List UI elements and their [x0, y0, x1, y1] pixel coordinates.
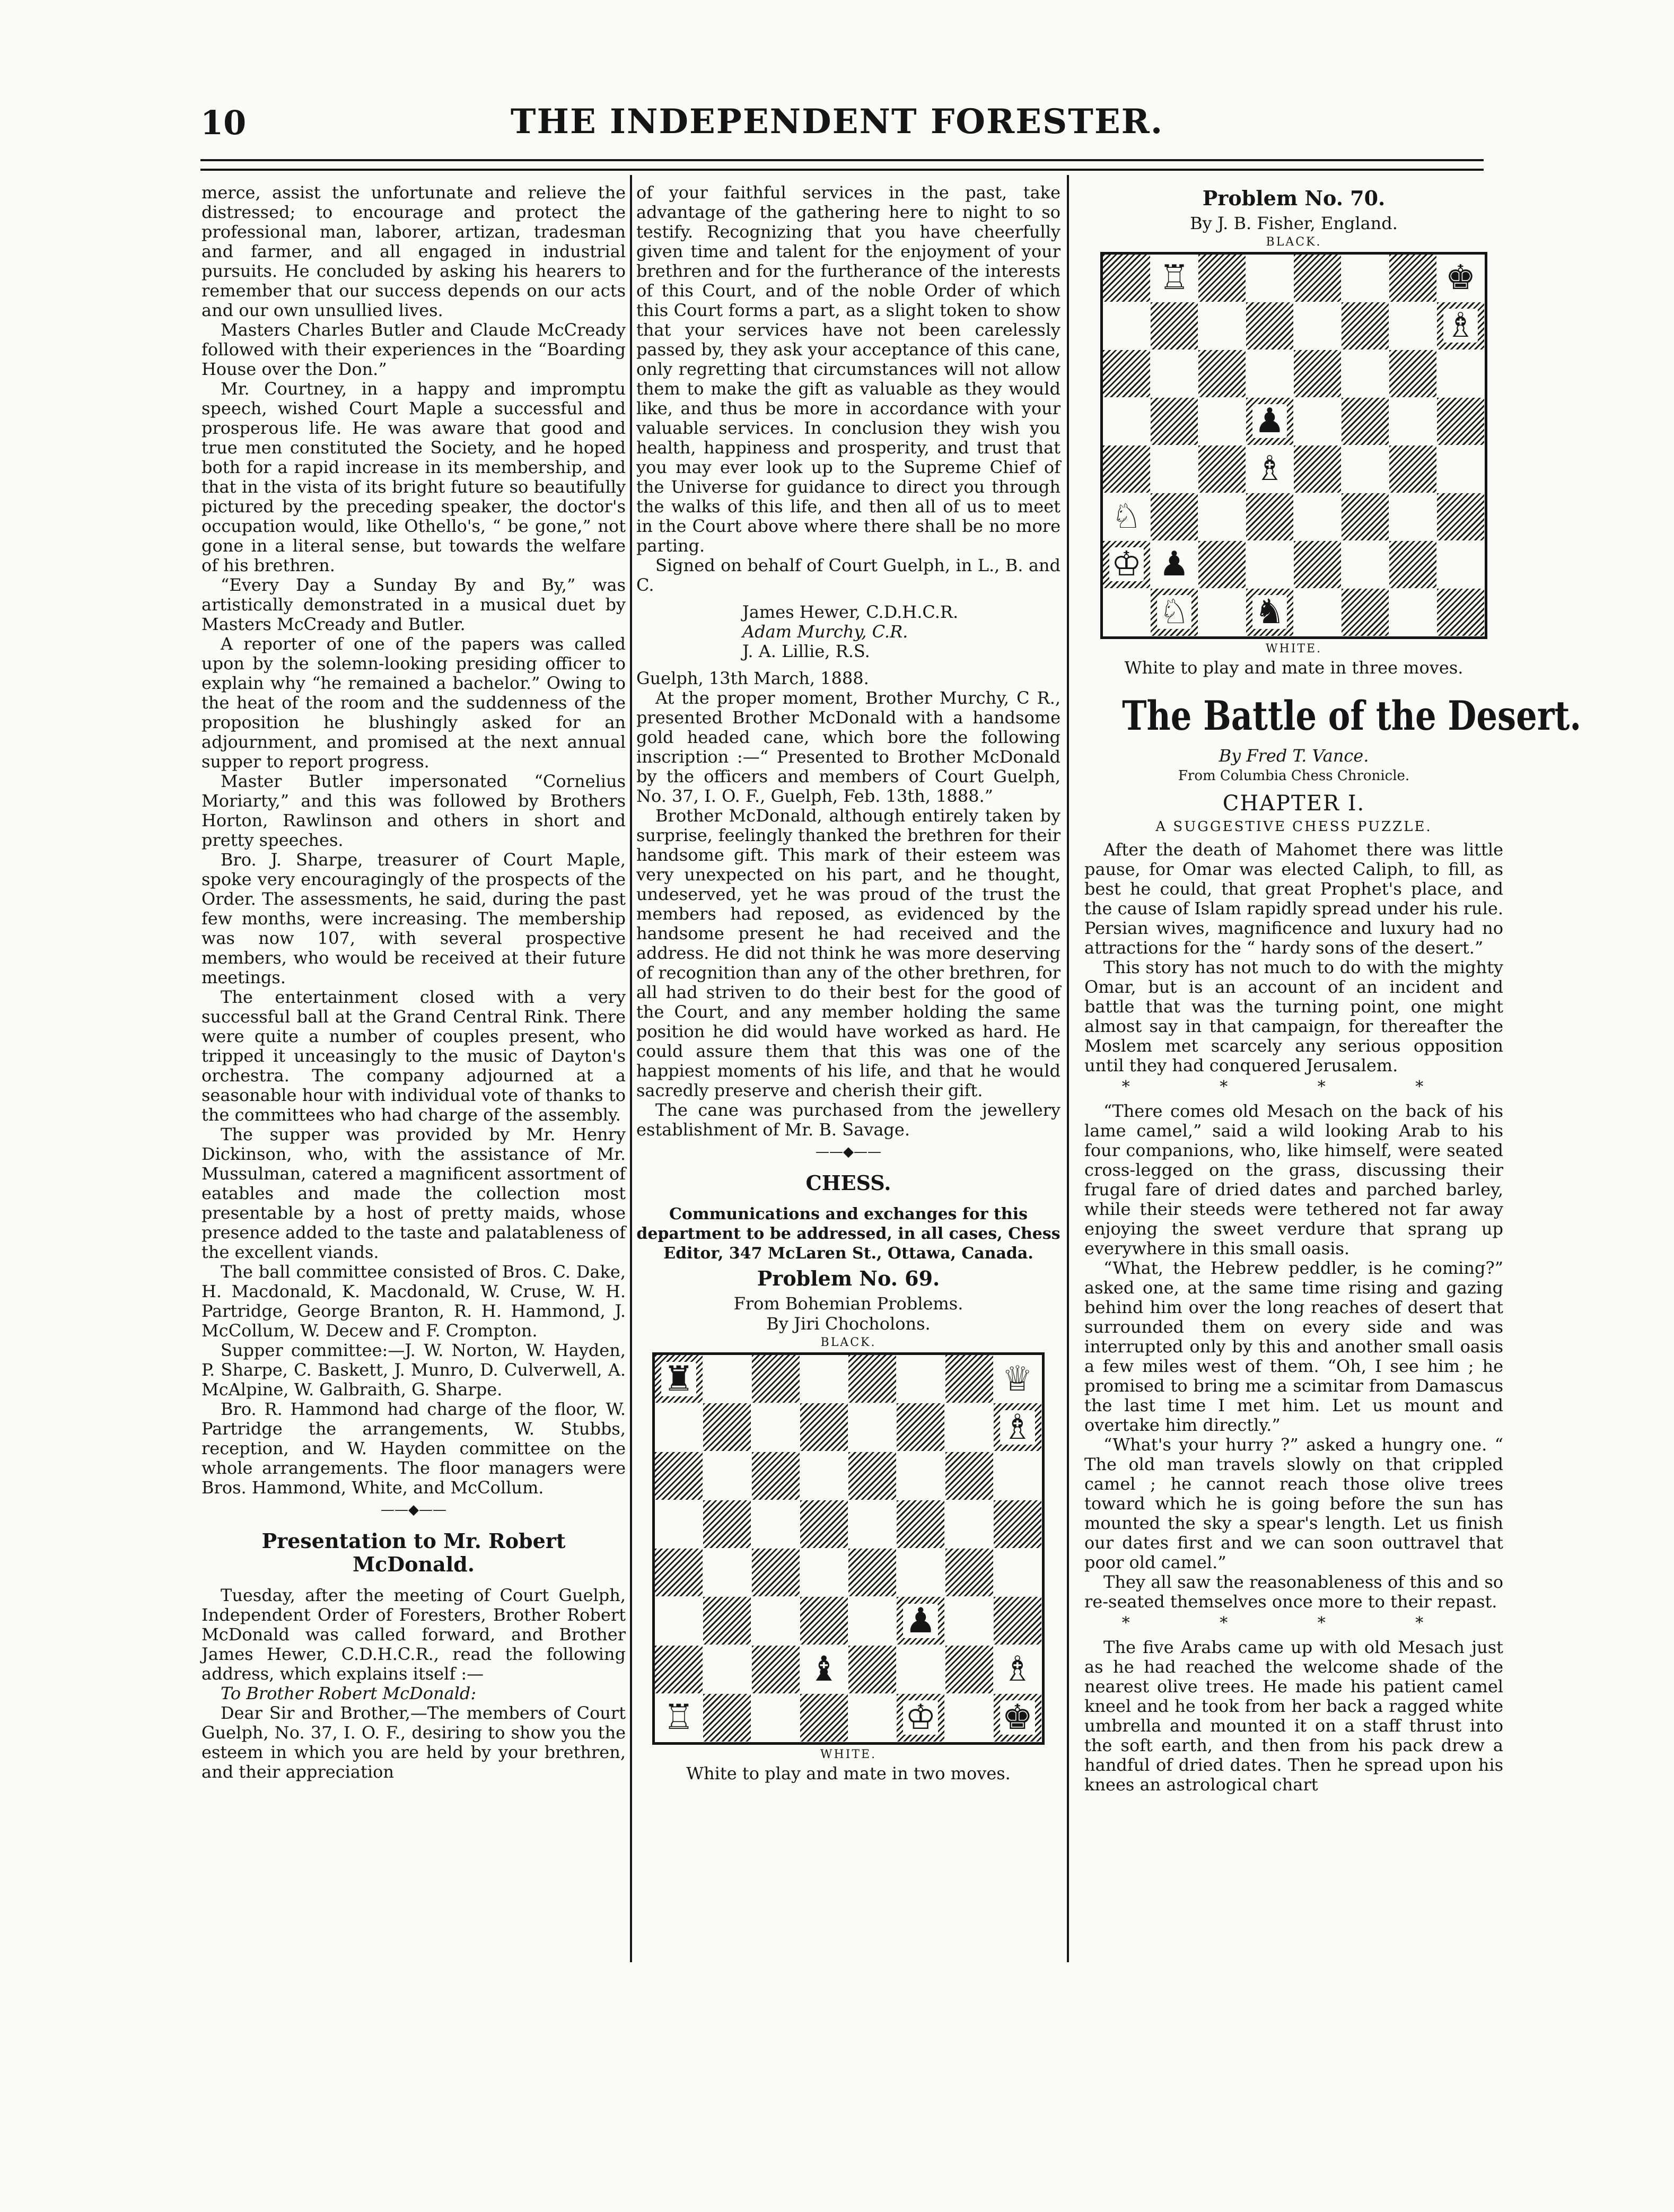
board-square-a2 — [1103, 541, 1150, 588]
page-number: 10 — [200, 103, 247, 142]
chess-piece-a8: ♜ — [661, 1362, 696, 1396]
paragraph: A reporter of one of the papers was called upon by the solemn-looking presiding officer to explain why “he remained a bachelor.” Owing to the heat of the room and the suddenness of the proposition he blushingly asked for an adjournment, and promised at the next annual supper to report progress. — [201, 634, 626, 772]
board-square-c3 — [752, 1597, 800, 1645]
chess-board — [1100, 252, 1487, 639]
board-square-d6 — [800, 1452, 848, 1500]
chapter-subtitle: A SUGGESTIVE CHESS PUZZLE. — [1155, 819, 1432, 835]
chess-piece-a3: ♘ — [1109, 500, 1144, 534]
board-square-f1 — [1342, 589, 1389, 636]
board-square-d2 — [1246, 541, 1293, 588]
board-square-b7 — [703, 1403, 751, 1451]
chess-notice: Communications and exchanges for this department to be addressed, in all cases, Chess Editor, 347 McLaren St., Ottawa, Canada. — [636, 1205, 1061, 1263]
board-square-e1 — [1294, 589, 1341, 636]
board-square-d4 — [800, 1549, 848, 1596]
paragraph: Supper committee:—J. W. Norton, W. Hayden, P. Sharpe, C. Baskett, J. Munro, D. Culverwell, A. McAlpine, W. Galbraith, G. Sharpe. — [201, 1340, 626, 1400]
board-square-h6 — [994, 1452, 1041, 1500]
board-square-b2 — [703, 1646, 751, 1693]
board-square-f7 — [1342, 302, 1389, 349]
board-square-g2 — [1389, 541, 1436, 588]
paragraph: This story has not much to do with the mighty Omar, but is an account of an incident and battle that was the turning point, one might almost say in that campaign, for thereafter the Moslem met scarcely any serious opposition until they had conquered Jerusalem. — [1084, 957, 1503, 1076]
chess-piece-a2: ♔ — [1109, 547, 1144, 581]
chess-piece-a1: ♖ — [661, 1700, 696, 1735]
board-square-d4 — [1246, 445, 1293, 493]
board-square-d5 — [800, 1500, 848, 1548]
board-square-h2 — [994, 1646, 1041, 1693]
board-square-b6 — [703, 1452, 751, 1500]
black-label: BLACK. — [1266, 235, 1322, 249]
board-square-c6 — [1198, 350, 1246, 397]
board-square-f3 — [1342, 493, 1389, 540]
col1-body — [201, 183, 626, 1498]
signature: Adam Murchy, C.R. — [742, 622, 908, 642]
paragraph: After the death of Mahomet there was little pause, for Omar was elected Caliph, to fill, as best he could, that great Prophet's place, and the cause of Islam rapidly spread under his rule. Persian wives, magnificence and luxury had no attractions for the “ hardy sons of the desert.” — [1084, 840, 1503, 958]
board-square-a8 — [655, 1355, 703, 1403]
board-square-h1 — [994, 1694, 1041, 1742]
board-square-d8 — [1246, 255, 1293, 302]
board-square-a4 — [655, 1549, 703, 1596]
chess-heading: CHESS. — [805, 1171, 891, 1195]
board-square-h5 — [1437, 398, 1484, 445]
board-square-c1 — [1198, 589, 1246, 636]
chess-piece-h8: ♕ — [1000, 1362, 1035, 1396]
asterisk-break: * * * * — [1121, 1614, 1466, 1632]
board-square-b1 — [703, 1694, 751, 1742]
paragraph: “What, the Hebrew peddler, is he coming?” asked one, at the same time rising and gazing behind him over the long reaches of desert that surrounded them on every side and was interrupted only by this and another small oasis a few miles west of them. “Oh, I see him ; he promised to bring me a scimitar from Damascus the last time I met him. Let us mount and overtake him directly.” — [1084, 1258, 1503, 1435]
board-square-h4 — [994, 1549, 1041, 1596]
board-square-c3 — [1198, 493, 1246, 540]
board-square-a1 — [1103, 589, 1150, 636]
source-line: From Columbia Chess Chronicle. — [1178, 768, 1410, 784]
board-square-e5 — [848, 1500, 896, 1548]
board-square-f2 — [1342, 541, 1389, 588]
signature: James Hewer, C.D.H.C.R. — [742, 602, 959, 622]
board-square-g5 — [1389, 398, 1436, 445]
board-square-f7 — [897, 1403, 944, 1451]
paragraph: Mr. Courtney, in a happy and impromptu speech, wished Court Maple a successful and prosperous life. He was aware that good and true men constituted the Society, and he hoped both for a rapid increase in its membership, and that in the vista of its bright future so beautifully pictured by the preceding speaker, the doctor's occupation would, like Othello's, “ be gone,” not gone in a literal sense, but towards the welfare of his brethren. — [201, 379, 626, 575]
asterisk-break: * * * * — [1121, 1078, 1466, 1096]
board-square-f4 — [897, 1549, 944, 1596]
paragraph: Bro. R. Hammond had charge of the floor, W. Partridge the arrangements, W. Stubbs, reception, and W. Hayden committee on the whole arrangements. The floor managers were Bros. Hammond, White, and McCollum. — [201, 1399, 626, 1498]
board-square-h3 — [1437, 493, 1484, 540]
page-header — [0, 0, 1674, 175]
board-square-f5 — [897, 1500, 944, 1548]
board-square-f3 — [897, 1597, 944, 1645]
problem-source: From Bohemian Problems. — [733, 1293, 963, 1314]
chess-piece-d5: ♟ — [1252, 404, 1287, 438]
board-square-e7 — [848, 1403, 896, 1451]
board-square-e3 — [848, 1597, 896, 1645]
board-square-g7 — [945, 1403, 993, 1451]
problem-title: Problem No. 69. — [757, 1266, 940, 1290]
chess-piece-d1: ♞ — [1252, 595, 1287, 629]
board-square-b8 — [703, 1355, 751, 1403]
paragraph: Masters Charles Butler and Claude McCready followed with their experiences in the “Boarding House over the Don.” — [201, 320, 626, 379]
board-square-f4 — [1342, 445, 1389, 493]
chess-piece-h7: ♗ — [1000, 1410, 1035, 1445]
board-square-b4 — [1151, 445, 1198, 493]
paragraph: The supper was provided by Mr. Henry Dickinson, who, with the assistance of Mr. Mussulman, catered a magnificent assortment of eatables and made the collection most presentable by a host of pretty maids, whose presence added to the taste and palatableness of the excellent viands. — [201, 1124, 626, 1262]
board-square-e4 — [848, 1549, 896, 1596]
white-label: WHITE. — [1265, 642, 1322, 655]
board-square-b6 — [1151, 350, 1198, 397]
board-square-c2 — [1198, 541, 1246, 588]
column-1 — [201, 183, 626, 1986]
chess-piece-d4: ♗ — [1252, 452, 1287, 486]
board-square-f1 — [897, 1694, 944, 1742]
board-square-c5 — [1198, 398, 1246, 445]
paragraph: “There comes old Mesach on the back of his lame camel,” said a wild looking Arab to his four companions, who, like himself, were seated cross-legged on the grass, discussing their frugal fare of dried dates and parched barley, while their steeds were tethered not far away enjoying the sweet verdure that sprang up everywhere in this small oasis. — [1084, 1101, 1503, 1258]
board-square-g1 — [945, 1694, 993, 1742]
board-square-b8 — [1151, 255, 1198, 302]
board-square-e2 — [848, 1646, 896, 1693]
header-rule-top — [200, 159, 1484, 161]
separator-ornament: ——◆—— — [816, 1144, 881, 1160]
board-square-d7 — [800, 1403, 848, 1451]
header-rule-bottom — [200, 169, 1484, 171]
separator-ornament: ——◆—— — [381, 1502, 446, 1518]
board-square-d3 — [1246, 493, 1293, 540]
paragraph: “Every Day a Sunday By and By,” was artistically demonstrated in a musical duet by Masters McCready and Butler. — [201, 575, 626, 634]
board-square-e3 — [1294, 493, 1341, 540]
board-square-g4 — [1389, 445, 1436, 493]
board-square-a5 — [655, 1500, 703, 1548]
board-square-g7 — [1389, 302, 1436, 349]
board-square-e6 — [848, 1452, 896, 1500]
chess-piece-h1: ♚ — [1000, 1700, 1035, 1735]
board-square-e2 — [1294, 541, 1341, 588]
board-square-h7 — [994, 1403, 1041, 1451]
board-square-c7 — [752, 1403, 800, 1451]
paragraph: “What's your hurry ?” asked a hungry one. “ The old man travels slowly on that crippled camel ; he cannot reach those olive trees toward which he is going before the sun has mounted the sky a spear's length. Let us finish our dates first and we can soon outtravel that poor old camel.” — [1084, 1435, 1503, 1572]
board-square-h5 — [994, 1500, 1041, 1548]
paragraph: Master Butler impersonated “Cornelius Moriarty,” and this was followed by Brothers Horton, Rawlinson and others in short and pretty speeches. — [201, 771, 626, 850]
board-square-b7 — [1151, 302, 1198, 349]
board-square-c7 — [1198, 302, 1246, 349]
board-square-h4 — [1437, 445, 1484, 493]
problem-caption: White to play and mate in two moves. — [686, 1763, 1011, 1783]
chess-piece-d2: ♝ — [807, 1652, 842, 1686]
salutation: To Brother Robert McDonald: — [221, 1683, 477, 1703]
board-square-g8 — [945, 1355, 993, 1403]
board-square-h2 — [1437, 541, 1484, 588]
board-square-h8 — [994, 1355, 1041, 1403]
column-2 — [636, 183, 1061, 1986]
board-square-e8 — [1294, 255, 1341, 302]
column-rule-1 — [630, 175, 632, 1962]
board-square-a3 — [655, 1597, 703, 1645]
board-square-c1 — [752, 1694, 800, 1742]
problem-author: By Jiri Chocholons. — [766, 1314, 931, 1334]
board-square-d2 — [800, 1646, 848, 1693]
board-square-d8 — [800, 1355, 848, 1403]
paragraph: The five Arabs came up with old Mesach just as he had reached the welcome shade of the nearest olive trees. He made his patient camel kneel and he took from her back a ragged white umbrella and mounted it on a staff thrust into the soft earth, and then from his pack drew a handful of dried dates. Then he spread upon his knees an astrological chart — [1084, 1637, 1503, 1795]
board-square-a1 — [655, 1694, 703, 1742]
board-square-g5 — [945, 1500, 993, 1548]
board-square-d1 — [800, 1694, 848, 1742]
board-square-f8 — [897, 1355, 944, 1403]
board-square-b5 — [1151, 398, 1198, 445]
board-square-d5 — [1246, 398, 1293, 445]
chess-piece-h2: ♗ — [1000, 1652, 1035, 1686]
board-square-e6 — [1294, 350, 1341, 397]
board-square-h1 — [1437, 589, 1484, 636]
board-square-d6 — [1246, 350, 1293, 397]
board-square-a8 — [1103, 255, 1150, 302]
board-square-d3 — [800, 1597, 848, 1645]
board-square-h6 — [1437, 350, 1484, 397]
chess-piece-b2: ♟ — [1157, 547, 1191, 581]
paragraph: of your faithful services in the past, take advantage of the gathering here to night to so testify. Recognizing that you have cheerfully given time and talent for the enjoyment of your brethren and for the furtherance of the interests of this Court, and of the noble Order of which this Court forms a part, as a slight token to show that your services have not been carelessly passed by, they ask your acceptance of this cane, only regretting that circumstances will not allow them to make the gift as valuable as they would like, and thus be more in accordance with your valuable services. In conclusion they wish you health, happiness and prosperity, and trust that you may ever look up to the Supreme Chief of the Universe for guidance to direct you through the walks of this life, and then all of us to meet in the Court above where there shall be no more parting. — [636, 182, 1061, 556]
column-3 — [1084, 183, 1582, 1986]
paragraph: Tuesday, after the meeting of Court Guelph, Independent Order of Foresters, Brother Robert McDonald was called forward, and Brother James Hewer, C.D.H.C.R., read the following address, which explains itself :— — [201, 1585, 626, 1684]
problem-author: By J. B. Fisher, England. — [1190, 213, 1398, 233]
board-square-d1 — [1246, 589, 1293, 636]
paragraph: The ball committee consisted of Bros. C. Dake, H. Macdonald, K. Macdonald, W. Cruse, W. H. Partridge, George Branton, R. H. Hammond, J. McCollum, W. Decew and F. Crompton. — [201, 1262, 626, 1341]
board-square-c4 — [752, 1549, 800, 1596]
dateline: Guelph, 13th March, 1888. — [636, 668, 869, 688]
chapter-heading: CHAPTER I. — [1222, 791, 1365, 816]
board-square-a3 — [1103, 493, 1150, 540]
chess-board — [652, 1352, 1045, 1745]
board-square-b2 — [1151, 541, 1198, 588]
board-square-a5 — [1103, 398, 1150, 445]
board-square-b5 — [703, 1500, 751, 1548]
board-square-g2 — [945, 1646, 993, 1693]
board-square-e4 — [1294, 445, 1341, 493]
board-square-c8 — [1198, 255, 1246, 302]
paragraph: The entertainment closed with a very successful ball at the Grand Central Rink. There were quite a number of couples present, who tripped it unceasingly to the music of Dayton's orchestra. The company adjourned at a seasonable hour with individual vote of thanks to the committees who had charge of the assembly. — [201, 987, 626, 1125]
board-square-e8 — [848, 1355, 896, 1403]
board-square-b1 — [1151, 589, 1198, 636]
board-square-h3 — [994, 1597, 1041, 1645]
black-label: BLACK. — [820, 1336, 877, 1349]
paragraph: Dear Sir and Brother,—The members of Court Guelph, No. 37, I. O. F., desiring to show you the esteem in which you are held by your brethren, and their appreciation — [201, 1703, 626, 1782]
board-square-g3 — [1389, 493, 1436, 540]
signature: J. A. Lillie, R.S. — [742, 641, 870, 661]
board-square-c8 — [752, 1355, 800, 1403]
board-square-c4 — [1198, 445, 1246, 493]
paragraph: The cane was purchased from the jewellery establishment of Mr. B. Savage. — [636, 1100, 1061, 1140]
column-rule-2 — [1067, 175, 1069, 1962]
board-square-f6 — [1342, 350, 1389, 397]
board-square-c6 — [752, 1452, 800, 1500]
board-square-a4 — [1103, 445, 1150, 493]
paragraph: They all saw the reasonableness of this and so re-seated themselves once more to their repast. — [1084, 1572, 1503, 1612]
board-square-f2 — [897, 1646, 944, 1693]
chess-piece-f3: ♟ — [903, 1604, 938, 1638]
running-title: THE INDEPENDENT FORESTER. — [510, 102, 1164, 142]
board-square-e7 — [1294, 302, 1341, 349]
chess-piece-b1: ♘ — [1157, 595, 1191, 629]
board-square-a7 — [1103, 302, 1150, 349]
board-square-b3 — [1151, 493, 1198, 540]
byline: By Fred T. Vance. — [1219, 746, 1369, 766]
board-square-f5 — [1342, 398, 1389, 445]
board-square-e1 — [848, 1694, 896, 1742]
paragraph: merce, assist the unfortunate and relieve the distressed; to encourage and protect the professional man, laborer, artizan, tradesman and farmer, and all engaged in industrial pursuits. He concluded by asking his hearers to remember that our success depends on our acts and our own unsullied lives. — [201, 182, 626, 320]
board-square-e5 — [1294, 398, 1341, 445]
board-square-b4 — [703, 1549, 751, 1596]
chess-piece-b8: ♖ — [1157, 261, 1191, 295]
chess-piece-h7: ♗ — [1443, 309, 1478, 343]
signature-block — [636, 602, 1061, 661]
board-square-b3 — [703, 1597, 751, 1645]
board-square-a2 — [655, 1646, 703, 1693]
paragraph: At the proper moment, Brother Murchy, C R., presented Brother McDonald with a handsome gold headed cane, which bore the following inscription :—“ Presented to Brother McDonald by the officers and members of Court Guelph, No. 37, I. O. F., Guelph, Feb. 13th, 1888.” — [636, 688, 1061, 806]
board-square-c2 — [752, 1646, 800, 1693]
board-square-a6 — [1103, 350, 1150, 397]
section-heading: Presentation to Mr. Robert McDonald. — [261, 1529, 566, 1576]
problem-title: Problem No. 70. — [1202, 186, 1386, 210]
board-square-g6 — [945, 1452, 993, 1500]
story-title: The Battle of the Desert. — [1122, 692, 1582, 739]
chess-piece-f1: ♔ — [903, 1700, 938, 1735]
chess-piece-h8: ♚ — [1443, 261, 1478, 295]
board-square-h8 — [1437, 255, 1484, 302]
board-square-f8 — [1342, 255, 1389, 302]
board-square-g8 — [1389, 255, 1436, 302]
board-square-g6 — [1389, 350, 1436, 397]
board-square-g4 — [945, 1549, 993, 1596]
board-square-d7 — [1246, 302, 1293, 349]
paragraph: Brother McDonald, although entirely taken by surprise, feelingly thanked the brethren for their handsome gift. This mark of their esteem was very unexpected on his part, and he thought, undeserved, yet he was proud of the trust the members had reposed, as evidenced by the handsome present he had received and the address. He did not think he was more deserving of recognition than any of the other brethren, for all had striven to do their best for the good of the Court, and any member holding the same position he did would have worked as hard. He could assure them that this was one of the happiest moments of his life, and that he would sacredly preserve and cherish their gift. — [636, 806, 1061, 1100]
problem-caption: White to play and mate in three moves. — [1124, 658, 1463, 678]
white-label: WHITE. — [820, 1748, 877, 1761]
paragraph: Signed on behalf of Court Guelph, in L., B. and C. — [636, 555, 1061, 595]
paragraph: Bro. J. Sharpe, treasurer of Court Maple, spoke very encouragingly of the prospects of the Order. The assessments, he said, during the past few months, were increasing. The membership was now 107, with several prospective members, who would be received at their future meetings. — [201, 850, 626, 987]
board-square-a6 — [655, 1452, 703, 1500]
board-square-f6 — [897, 1452, 944, 1500]
board-square-h7 — [1437, 302, 1484, 349]
board-square-g1 — [1389, 589, 1436, 636]
board-square-c5 — [752, 1500, 800, 1548]
board-square-a7 — [655, 1403, 703, 1451]
board-square-g3 — [945, 1597, 993, 1645]
